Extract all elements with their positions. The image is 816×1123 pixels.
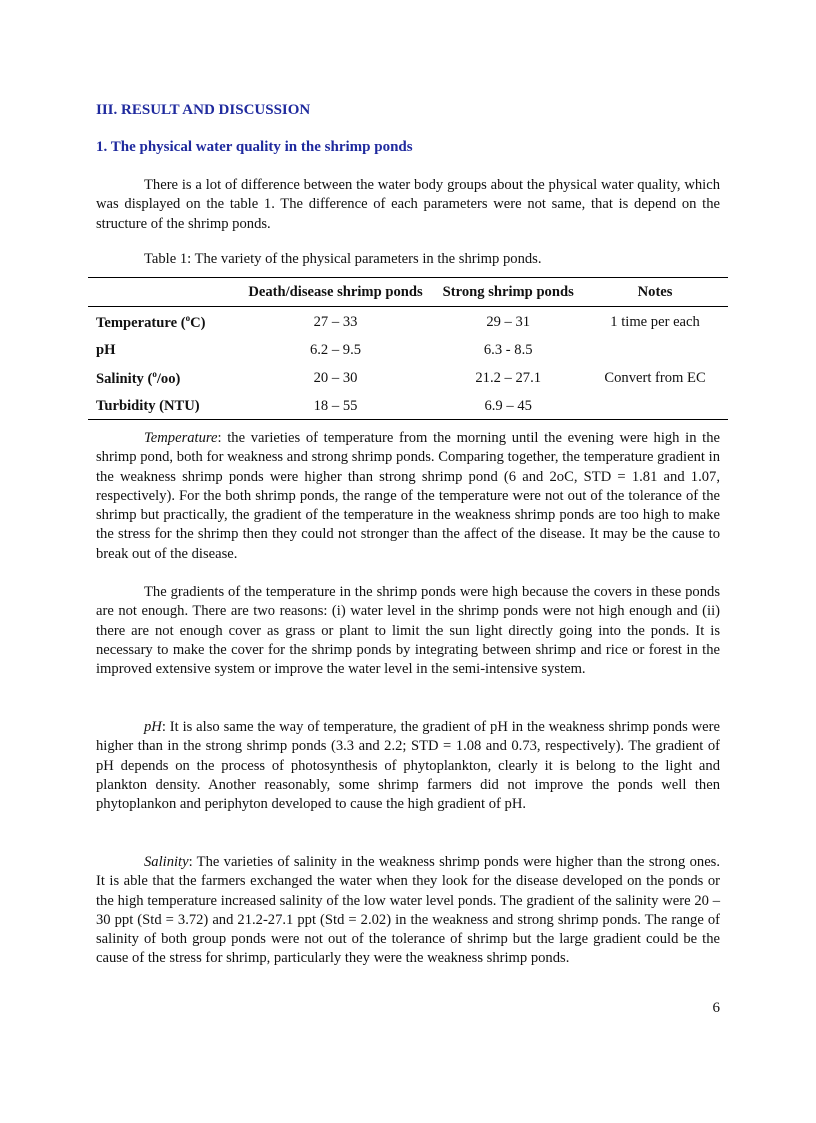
salinity-paragraph	[96, 853, 720, 969]
notes-cell	[582, 391, 728, 420]
intro-text: There is a lot of difference between the water body groups about the physical water quality, which was displayed on the table 1. The difference of each parameters were not same, that is depend on the structure of the shrimp ponds.	[96, 177, 720, 232]
physical-parameters-table	[88, 277, 728, 420]
table-row	[88, 307, 728, 336]
salinity-text: : The varieties of salinity in the weakness shrimp ponds were higher than the strong ones. It is able that the farmers exchanged the water when they look for the disease developed on the ponds or the high temperature increased salinity of the low water level ponds. The gradient of the salinity were 20 – 30 ppt (Std = 3.72) and 21.2-27.1 ppt (Std = 2.02) in the weakness and strong shrimp ponds. The range of salinity of both group ponds were not out of the tolerance of shrimp but the large gradient could be the cause of the stress for shrimp, particularly they were the weakness shrimp ponds.	[96, 854, 720, 967]
param-cell: pH	[96, 341, 116, 358]
gradients-text: The gradients of the temperature in the shrimp ponds were high because the covers in these ponds are not enough. There are two reasons: (i) water level in the shrimp ponds were not high enough and (ii) there are not enough cover as grass or plant to limit the sun light directly going into the ponds. It is necessary to make the cover for the shrimp ponds by integrating between shrimp and rice or forest in the improved extensive system or improve the water level in the semi-intensive system.	[96, 584, 720, 678]
gradients-paragraph	[96, 583, 720, 679]
temperature-text: : the varieties of temperature from the morning until the evening were high in the shrimp pond, both for weakness and strong shrimp ponds. Comparing together, the temperature gradient in the weakness shrimp ponds were higher than strong shrimp pond (6 and 2oC, STD = 1.81 and 1.07, respectively). For the both shrimp ponds, the range of the temperature were not out of the tolerance of the shrimp but practically, the gradient of the temperature in the weakness shrimp ponds are too high to make the stress for the shrimp then they could not stronger than the affect of the disease. It may be the cause to break out of the disease.	[96, 430, 720, 562]
temperature-lead: Temperature	[144, 430, 218, 446]
temperature-paragraph	[96, 429, 720, 564]
page-number: 6	[712, 1000, 720, 1016]
strong-cell: 29 – 31	[486, 313, 531, 330]
notes-cell	[582, 335, 728, 363]
header-notes: Notes	[582, 278, 728, 307]
table-row	[88, 335, 728, 363]
death-cell: 6.2 – 9.5	[309, 341, 362, 358]
intro-paragraph	[96, 176, 720, 234]
ph-paragraph	[96, 718, 720, 814]
param-cell: Temperature ($^o$C)	[96, 312, 206, 331]
ph-text: : It is also same the way of temperature, the gradient of pH in the weakness shrimp ponds were higher than in the strong shrimp ponds (3.3 and 2.2; STD = 1.08 and 0.73, respectively). The gradient of pH depends on the process of photosynthesis of phytoplankton, clearly it is belong to the light and plankton density. Another reasonably, some shrimp farmers did not improve the ponds well then phytoplankon and periphyton developed to cause the high gradient of pH.	[96, 719, 720, 813]
param-cell: Salinity ($^o$/oo)	[96, 368, 181, 387]
ph-lead: pH	[144, 719, 162, 735]
death-cell: 27 – 33	[313, 313, 358, 330]
param-cell: Turbidity (NTU)	[88, 391, 237, 420]
notes-cell: Convert from EC	[604, 369, 706, 386]
table-caption: Table 1: The variety of the physical parameters in the shrimp ponds.	[144, 251, 542, 267]
table-header-row	[88, 278, 728, 307]
subsection-heading: 1. The physical water quality in the shrimp ponds	[96, 139, 413, 155]
death-cell: 18 – 55	[237, 391, 435, 420]
table-row	[88, 363, 728, 391]
strong-cell: 6.9 – 45	[434, 391, 582, 420]
header-param	[88, 278, 237, 307]
strong-cell: 21.2 – 27.1	[475, 369, 542, 386]
notes-cell: 1 time per each	[610, 313, 700, 330]
table-row	[88, 391, 728, 420]
header-strong: Strong shrimp ponds	[434, 278, 582, 307]
header-death: Death/disease shrimp ponds	[237, 278, 435, 307]
section-heading: III. RESULT AND DISCUSSION	[96, 102, 311, 118]
strong-cell: 6.3 - 8.5	[483, 341, 533, 358]
death-cell: 20 – 30	[313, 369, 358, 386]
salinity-lead: Salinity	[144, 854, 189, 870]
